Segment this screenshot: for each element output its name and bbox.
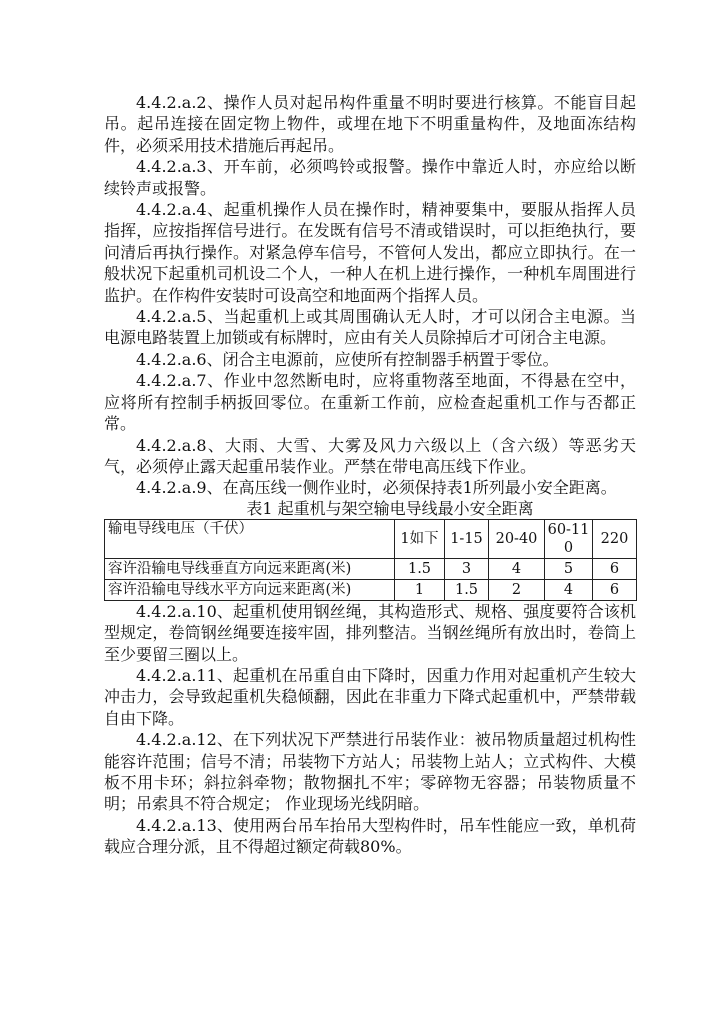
paragraph-4-4-2-a-7: 4.4.2.a.7、作业中忽然断电时，应将重物落至地面，不得悬在空中，应将所有控制手柄扳回零位。在重新工作前，应检查起重机工作与否都正常。 (104, 371, 636, 434)
document-body (104, 92, 636, 858)
voltage-cell (489, 519, 545, 558)
voltage-value: 1-15 (450, 530, 483, 547)
table-cell: 4 (545, 579, 593, 600)
safety-distance-table (104, 519, 637, 601)
table-row (105, 579, 637, 600)
paragraph-4-4-2-a-8: 4.4.2.a.8、大雨、大雪、大雾及风力六级以上（含六级）等恶劣天气，必须停止露天起重吊装作业。严禁在带电高压线下作业。 (104, 435, 636, 476)
table-cell: 6 (593, 558, 637, 579)
table-cell: 3 (445, 558, 489, 579)
table-cell: 1.5 (445, 579, 489, 600)
voltage-value: 20-40 (495, 530, 538, 547)
paragraph-4-4-2-a-12: 4.4.2.a.12、在下列状况下严禁进行吊装作业：被吊物质量超过机构性能容许范围；信号不清；吊装物下方站人；吊装物上站人；立式构件、大模板不用卡环；斜拉斜牵物；散物捆扎不牢；零碎物无容器；吊装物质量不明；吊索具不符合规定； 作业现场光线阴暗。 (104, 730, 636, 814)
paragraph-4-4-2-a-13: 4.4.2.a.13、使用两台吊车抬吊大型构件时，吊车性能应一致，单机荷载应合理分派，且不得超过额定荷载80%。 (104, 815, 636, 857)
paragraph-4-4-2-a-10: 4.4.2.a.10、起重机使用钢丝绳，其构造形式、规格、强度要符合该机型规定，卷筒钢丝绳要连接牢固，排列整洁。当钢丝绳所有放出时，卷筒上至少要留三圈以上。 (104, 601, 636, 664)
voltage-cell (445, 519, 489, 558)
paragraph-4-4-2-a-9: 4.4.2.a.9、在高压线一侧作业时，必须保持表1所列最小安全距离。 (136, 478, 617, 498)
table-cell: 5 (545, 558, 593, 579)
voltage-value: 60-110 (547, 521, 590, 556)
voltage-cell (545, 519, 593, 558)
table-cell: 1 (395, 579, 445, 600)
table-row (105, 558, 637, 579)
table-cell: 4 (489, 558, 545, 579)
voltage-value: 220 (600, 530, 629, 547)
table-header-label: 输电导线电压（千伏） (105, 519, 395, 558)
table-caption: 表1 起重机与架空输电导线最小安全距离 (246, 498, 534, 518)
paragraph-4-4-2-a-4: 4.4.2.a.4、起重机操作人员在操作时，精神要集中，要服从指挥人员指挥，应按指挥信号进行。在发既有信号不清或错误时，可以拒绝执行，要问清后再执行操作。对紧急停车信号，不管何人发出，都应立即执行。在一般状况下起重机司机设二个人，一种人在机上进行操作，一种机车周围进行监护。在作构件安装时可设高空和地面两个指挥人员。 (104, 200, 636, 305)
paragraph-4-4-2-a-11: 4.4.2.a.11、起重机在吊重自由下降时，因重力作用对起重机产生较大冲击力，会导致起重机失稳倾翻，因此在非重力下降式起重机中，严禁带载自由下降。 (104, 665, 636, 728)
row-label: 容许沿输电导线水平方向远来距离(米) (105, 579, 395, 600)
voltage-value: 1如下 (400, 530, 439, 547)
paragraph-4-4-2-a-5: 4.4.2.a.5、当起重机上或其周围确认无人时，才可以闭合主电源。当电源电路装置上加锁或有标牌时，应由有关人员除掉后才可闭合主电源。 (104, 307, 636, 348)
table-cell: 6 (593, 579, 637, 600)
table-cell: 1.5 (395, 558, 445, 579)
voltage-cell (593, 519, 637, 558)
paragraph-4-4-2-a-3: 4.4.2.a.3、开车前，必须鸣铃或报警。操作中靠近人时，亦应给以断续铃声或报警。 (104, 157, 636, 198)
voltage-cell (395, 519, 445, 558)
paragraph-4-4-2-a-6: 4.4.2.a.6、闭合主电源前，应使所有控制器手柄置于零位。 (136, 349, 559, 369)
table-cell: 2 (489, 579, 545, 600)
row-label: 容许沿输电导线垂直方向远来距离(米) (105, 558, 395, 579)
paragraph-4-4-2-a-2: 4.4.2.a.2、操作人员对起吊构件重量不明时要进行核算。不能盲目起吊。起吊连接在固定物上物件，或埋在地下不明重量构件，及地面冻结构件，必须采用技术措施后再起吊。 (104, 93, 636, 155)
table-header-row (105, 519, 637, 558)
